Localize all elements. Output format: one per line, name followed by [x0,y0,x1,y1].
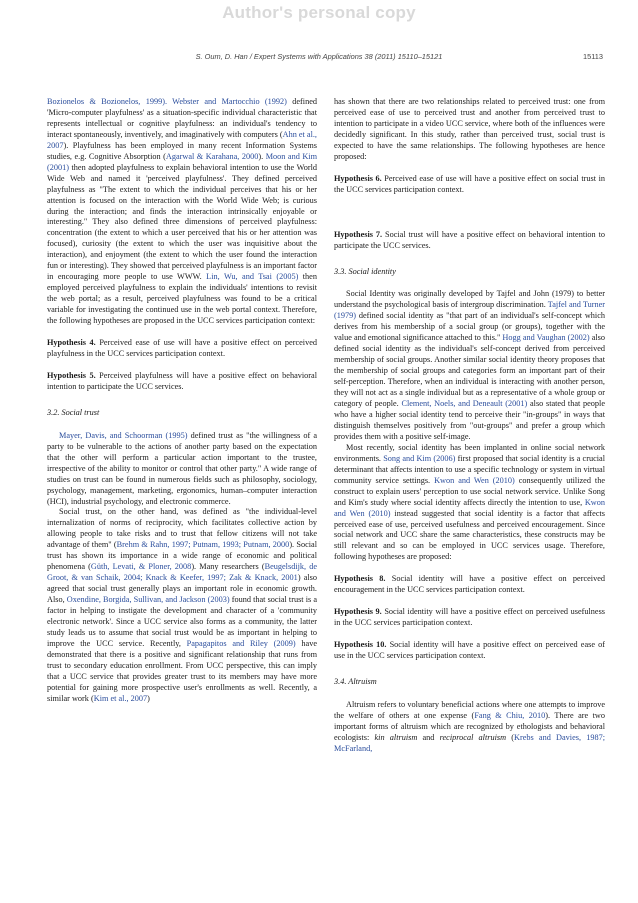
citation-link[interactable]: Krebs and Davies, 1987; McFarland, [334,732,606,753]
text-run: ( [506,732,515,742]
citation-link[interactable]: Brehm & Rahn, 1997; Putnam, 1993; Putnam, 2000 [116,540,290,550]
citation-link[interactable]: Güth, Levati, & Ploner, 2008 [90,562,192,572]
section-heading: 3.2. Social trust [47,407,100,417]
citation-link[interactable]: Oxendine, Borgida, Sullivan, and Jackson (2003) [66,595,230,605]
text-run: also stated that people who have a higher social identity tend to perceive their "in-groups" in ways that distinguish themselves positively from "out-groups" and prefer a group which provides them with a positive self-image. [334,399,605,441]
hypothesis-5 [47,371,317,393]
text-run: found that social trust is a factor in helping to instigate the development and character of a 'community electronic network'. Since a UCC service also forms as a community, the latter study leads us to assume that social trust would be as important in helping to improve the UCC service. Recently, [47,595,317,648]
paragraph [47,97,317,327]
text-run: instead suggested that social identity is a factor that affects perceived ease of use, perceived usefulness and perceived encouragement. Since social network and UCC share the same characteristics, these constructs may be still relevant and so can be employed in UCC services usage. Therefore, following hypotheses are proposed: [334,508,605,562]
citation-link[interactable]: Bozionelos & Bozionelos, 1999). Webster and Martocchio (1992) [47,97,287,106]
paragraph [334,289,605,442]
text-run: ). Social trust has shown its importance in a wide range of economic and political phenomena ( [47,540,317,572]
text-run: also defined social identity as the individual's self-concept derived from perceived membership of social groups. Another similar social identity theory proposes that the membership of social groups and categories form an important part of their self-perception. Therefore, when an individual is interacting with another person, they will not act as a single individual but as a representative of a whole group or category of people. [334,333,605,409]
hypothesis-text: Perceived ease of use will have a positive effect on perceived playfulness in the UCC services participation context. [47,338,317,358]
text-run: ). Playfulness has been employed in many recent Information Systems studies, e.g. Cognitive Absorption ( [47,140,317,161]
hypothesis-label: Hypothesis 8. [334,574,386,584]
text-run: Social Identity was originally developed by Tajfel and John (1979) to better understand the psychological basis of intergroup discrimination. [334,289,605,310]
text-run: defined 'Micro-computer playfulness' as a situation-specific individual characteristic that represents intellectual or cognitive playfulness: an individual's tendency to interact spontaneously, inventively, and imaginatively with computers ( [47,97,318,139]
text-run: first proposed that social identity is a crucial determinant that affects intention to use a specific technology or system in virtual community service settings. [334,453,605,485]
hypothesis-text: Social identity will have a positive effect on perceived usefulness in the UCC services participation context. [334,607,605,628]
hypothesis-label: Hypothesis 6. [334,173,382,183]
text-run: consequently utilized the construct to explain users' perception to use social network service. Unlike Song and Kim's study where social identity affects directly the intention to use, [334,475,605,507]
running-head [0,52,638,64]
text-run: then employed perceived playfulness to explain the individuals' intentions to revisit the web portal; as a result, perceived playfulness was found to be a critical variable for investigating the continued use in the web portal context. Therefore, the following hypotheses are proposed in the UCC services participation context: [47,272,317,326]
hypothesis-label: Hypothesis 10. [334,640,387,650]
citation-link[interactable]: Moon and Kim (2001) [47,151,317,172]
text-run: ) also agreed that social trust generally plays an important role in economic growth. Also, [47,573,317,605]
citation-link[interactable]: Tajfel and Turner (1979) [334,300,605,321]
right-column [334,97,605,755]
watermark: Author's personal copy [222,3,416,22]
text-run: ) [147,693,150,703]
citation-link[interactable]: Kwon and Wen (2010) [434,475,515,485]
hypothesis-6 [334,174,605,196]
hypothesis-label: Hypothesis 5. [47,370,96,380]
citation-link[interactable]: Hogg and Vaughan (2002) [502,333,590,343]
section-heading: 3.4. Altruism [334,677,377,687]
hypothesis-label: Hypothesis 4. [47,338,96,348]
italic-term: reciprocal altruism [439,732,507,742]
hypothesis-4 [47,338,317,360]
citation-link[interactable]: Ahn et al., 2007 [47,129,317,150]
hypothesis-text: Social identity will have a positive effect on perceived encouragement in the UCC services participation context. [334,574,605,595]
citation-link[interactable]: Lin, Wu, and Tsai (2005) [206,272,299,282]
citation-link[interactable]: Kim et al., 2007 [93,693,148,703]
paragraph [47,431,317,508]
citation-link[interactable]: Clement, Noels, and Deneault (2001) [401,399,528,409]
citation-link[interactable]: Beugelsdijk, de Groot, & van Schaik, 2004; Knack & Keefer, 1997; Zak & Knack, 2001 [47,562,318,583]
citation-link[interactable]: Kwon and Wen (2010) [334,497,605,518]
text-run: defined trust as "the willingness of a party to be vulnerable to the actions of another party based on the expectation that the other will perform a particular action important to the trustee, irrespective of the ability to monitor or control that other party." A wide range of studies on trust can be found in numerous fields such as philosophy, sociology, psychology, management, marketing, ergonomics, human–computer interaction (HCI), industrial psychology, and electronic commerce. [47,430,318,506]
left-column [47,97,317,705]
hypothesis-7 [334,230,605,252]
text-run: defined social identity as "that part of an individual's self-concept which derives from his membership of a social group (or groups), together with the value and emotional significance attached to this." [334,311,605,343]
hypothesis-text: Social trust will have a positive effect on behavioral intention to participate the UCC services. [334,229,606,250]
text-run: Social trust, on the other hand, was defined as "the individual-level internalization of norms of reciprocity, which facilitates collective action by allowing people to take risks and to trust that fellow citizens will not take advantage of them" ( [47,507,317,550]
journal-citation: S. Oum, D. Han / Expert Systems with Applications 38 (2011) 15110–15121 [195,52,443,61]
citation-link[interactable]: Fang & Chiu, 2010 [474,710,546,720]
text-run: have demonstrated that there is a positive and significant relationship that runs from trust to secondary education enrollment. From UCC perspective, this can imply that a UCC service that provides greater trust to its members may have more potential for gaining more prospective user's enrollments as well. Recently, a similar work ( [47,638,317,703]
citation-link[interactable]: Agarwal & Karahana, 2000 [165,151,259,161]
citation-link[interactable]: Mayer, Davis, and Schoorman (1995) [59,430,188,440]
text-run: then adopted playfulness to explain behavioral intention to use the World Wide Web and named it 'perceived playfulness'. They defined perceived playfulness as "The extent to which the individual perceives that his or her attention is focused on the interaction with the World Wide Web; is curious during the interaction; and finds the interaction intrinsically enjoyable or interesting." They also defined three dimensions of perceived playfulness: concentration (the extent to which a user perceived that his or her attention was focused), curiosity (the extent to which the user was inquisitive about the interaction), and enjoyment (the extent to which the user found the interaction fun or interesting). They showed that perceived playfulness is an important factor in encouraging more people to use WWW. [47,162,317,282]
text-run: and [417,732,440,742]
hypothesis-9 [334,607,605,629]
page-number: 15113 [582,52,603,61]
hypothesis-label: Hypothesis 7. [334,229,383,239]
hypothesis-10 [334,640,605,662]
hypothesis-text: Perceived playfulness will have a positive effect on behavioral intention to participate the UCC services. [47,370,317,391]
citation-link[interactable]: Papagapitos and Riley (2009) [186,638,296,648]
hypothesis-text: Social identity will have a positive effect on perceived ease of use in the UCC services participation context. [334,640,605,661]
text-run: Altruism refers to voluntary beneficial actions where one attempts to improve the welfare of others at one expense ( [334,699,605,720]
text-run: ). Many researchers ( [191,562,265,572]
text-run: ). [258,151,266,161]
paragraph [334,700,605,755]
section-heading: 3.3. Social identity [334,266,396,276]
text-run: has shown that there are two relationships related to perceived trust: one from perceived ease of use to perceived trust and another from perceived trust to intention to participate in a video UCC service, where both of the influences were decidedly significant. In this study, rather than perceived trust, social trust is expected to have the same relationships. The following hypotheses are hence proposed: [334,97,605,161]
citation-link[interactable]: Song and Kim (2006) [383,453,456,463]
hypothesis-text: Perceived ease of use will have a positive effect on social trust in the UCC services participation context. [334,173,606,194]
paragraph [334,97,605,163]
hypothesis-8 [334,574,605,596]
italic-term: kin altruism [374,732,418,742]
text-run: Most recently, social identity has been implanted in online social network environments. [334,442,605,463]
paragraph [47,507,317,704]
paragraph [334,443,605,563]
text-run: ). There are two important forms of altruism which are recognized by ethologists and behavioral ecologists: [334,710,605,742]
hypothesis-label: Hypothesis 9. [334,607,382,617]
